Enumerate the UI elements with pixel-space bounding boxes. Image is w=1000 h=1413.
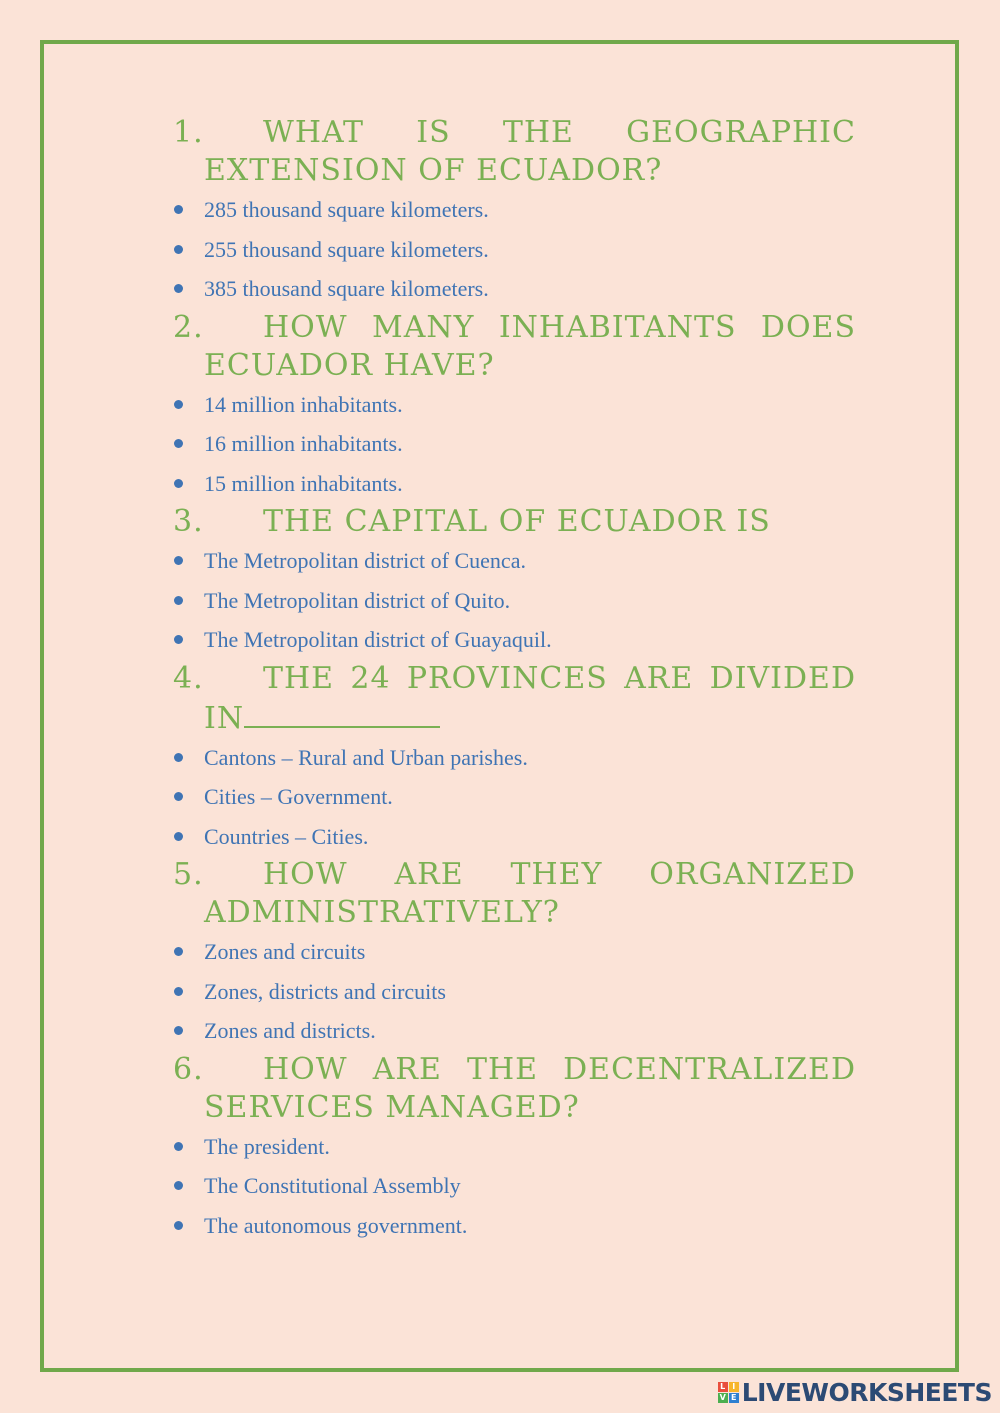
- option-text: Cities – Government.: [204, 784, 393, 809]
- option-text: 15 million inhabitants.: [204, 470, 403, 496]
- option-text: The president.: [204, 1133, 330, 1159]
- question-1: [173, 114, 856, 190]
- bullet-icon: [174, 479, 183, 488]
- option-item[interactable]: [173, 464, 856, 504]
- question-number: 4.: [173, 660, 204, 696]
- options-list-5: [173, 932, 856, 1051]
- bullet-icon: [174, 400, 183, 409]
- bullet-icon: [174, 753, 183, 762]
- option-item[interactable]: [173, 620, 856, 660]
- option-item[interactable]: [173, 385, 856, 425]
- option-item[interactable]: [173, 817, 856, 857]
- bullet-icon: [174, 1181, 183, 1190]
- option-text: The autonomous government.: [204, 1212, 468, 1238]
- liveworksheets-logo-icon: [718, 1382, 739, 1403]
- options-list-6: [173, 1127, 856, 1246]
- option-text: The Metropolitan district of Cuenca.: [204, 548, 526, 573]
- options-list-4: [173, 738, 856, 857]
- bullet-icon: [174, 1142, 183, 1151]
- option-item[interactable]: [173, 581, 856, 621]
- option-text: Countries – Cities.: [204, 823, 369, 849]
- bullet-icon: [174, 792, 183, 801]
- question-text: WHAT IS THE GEOGRAPHIC EXTENSION OF ECUADOR?: [204, 115, 856, 188]
- option-text: 14 million inhabitants.: [204, 391, 403, 417]
- option-item[interactable]: [173, 269, 856, 309]
- option-text: 385 thousand square kilometers.: [204, 276, 489, 301]
- option-text: The Metropolitan district of Quito.: [204, 587, 511, 613]
- option-text: Zones and circuits: [204, 939, 366, 964]
- question-text: HOW MANY INHABITANTS DOES ECUADOR HAVE?: [204, 309, 856, 383]
- bullet-icon: [174, 947, 183, 956]
- logo-letter: E: [729, 1393, 739, 1403]
- bullet-icon: [174, 596, 183, 605]
- question-number: 2.: [173, 309, 204, 345]
- option-item[interactable]: [173, 1166, 856, 1206]
- bullet-icon: [174, 635, 183, 644]
- question-4: [173, 660, 856, 738]
- question-text: HOW ARE THEY ORGANIZED ADMINISTRATIVELY?: [204, 857, 856, 930]
- option-text: Cantons – Rural and Urban parishes.: [204, 744, 528, 770]
- worksheet-content: [173, 114, 856, 1245]
- bullet-icon: [174, 832, 183, 841]
- option-item[interactable]: [173, 972, 856, 1012]
- option-item[interactable]: [173, 738, 856, 778]
- option-item[interactable]: [173, 1206, 856, 1246]
- question-2: [173, 309, 856, 385]
- option-text: The Constitutional Assembly: [204, 1173, 461, 1198]
- bullet-icon: [174, 284, 183, 293]
- options-list-3: [173, 541, 856, 660]
- bullet-icon: [174, 1026, 183, 1035]
- option-text: 16 million inhabitants.: [204, 431, 403, 456]
- bullet-icon: [174, 245, 183, 254]
- bullet-icon: [174, 205, 183, 214]
- question-number: 6.: [173, 1051, 204, 1087]
- option-item[interactable]: [173, 1011, 856, 1051]
- bullet-icon: [174, 556, 183, 565]
- option-text: 285 thousand square kilometers.: [204, 197, 489, 222]
- question-3: [173, 503, 856, 541]
- option-item[interactable]: [173, 777, 856, 817]
- question-6: [173, 1051, 856, 1127]
- logo-letter: L: [718, 1382, 728, 1392]
- bullet-icon: [174, 439, 183, 448]
- option-item[interactable]: [173, 424, 856, 464]
- question-number: 5.: [173, 857, 204, 892]
- bullet-icon: [174, 987, 183, 996]
- question-text: THE CAPITAL OF ECUADOR IS: [263, 504, 771, 539]
- liveworksheets-brand[interactable]: [718, 1378, 992, 1407]
- options-list-1: [173, 190, 856, 309]
- answer-blank: [244, 698, 440, 728]
- option-item[interactable]: [173, 932, 856, 972]
- logo-letter: V: [719, 1393, 726, 1402]
- option-text: Zones, districts and circuits: [204, 978, 446, 1004]
- option-text: The Metropolitan district of Guayaquil.: [204, 627, 552, 652]
- option-item[interactable]: [173, 230, 856, 270]
- question-number: 1.: [173, 115, 204, 150]
- question-number: 3.: [173, 504, 204, 539]
- options-list-2: [173, 385, 856, 504]
- option-item[interactable]: [173, 541, 856, 581]
- option-item[interactable]: [173, 1127, 856, 1167]
- logo-letter: I: [729, 1382, 739, 1392]
- bullet-icon: [174, 1221, 183, 1230]
- brand-wordmark: LIVEWORKSHEETS: [741, 1378, 992, 1407]
- option-text: Zones and districts.: [204, 1018, 376, 1043]
- option-item[interactable]: [173, 190, 856, 230]
- option-text: 255 thousand square kilometers.: [204, 236, 489, 262]
- question-5: [173, 856, 856, 932]
- question-text: THE 24 PROVINCES ARE DIVIDED IN: [204, 660, 856, 736]
- question-text: HOW ARE THE DECENTRALIZED SERVICES MANAGED?: [204, 1051, 856, 1125]
